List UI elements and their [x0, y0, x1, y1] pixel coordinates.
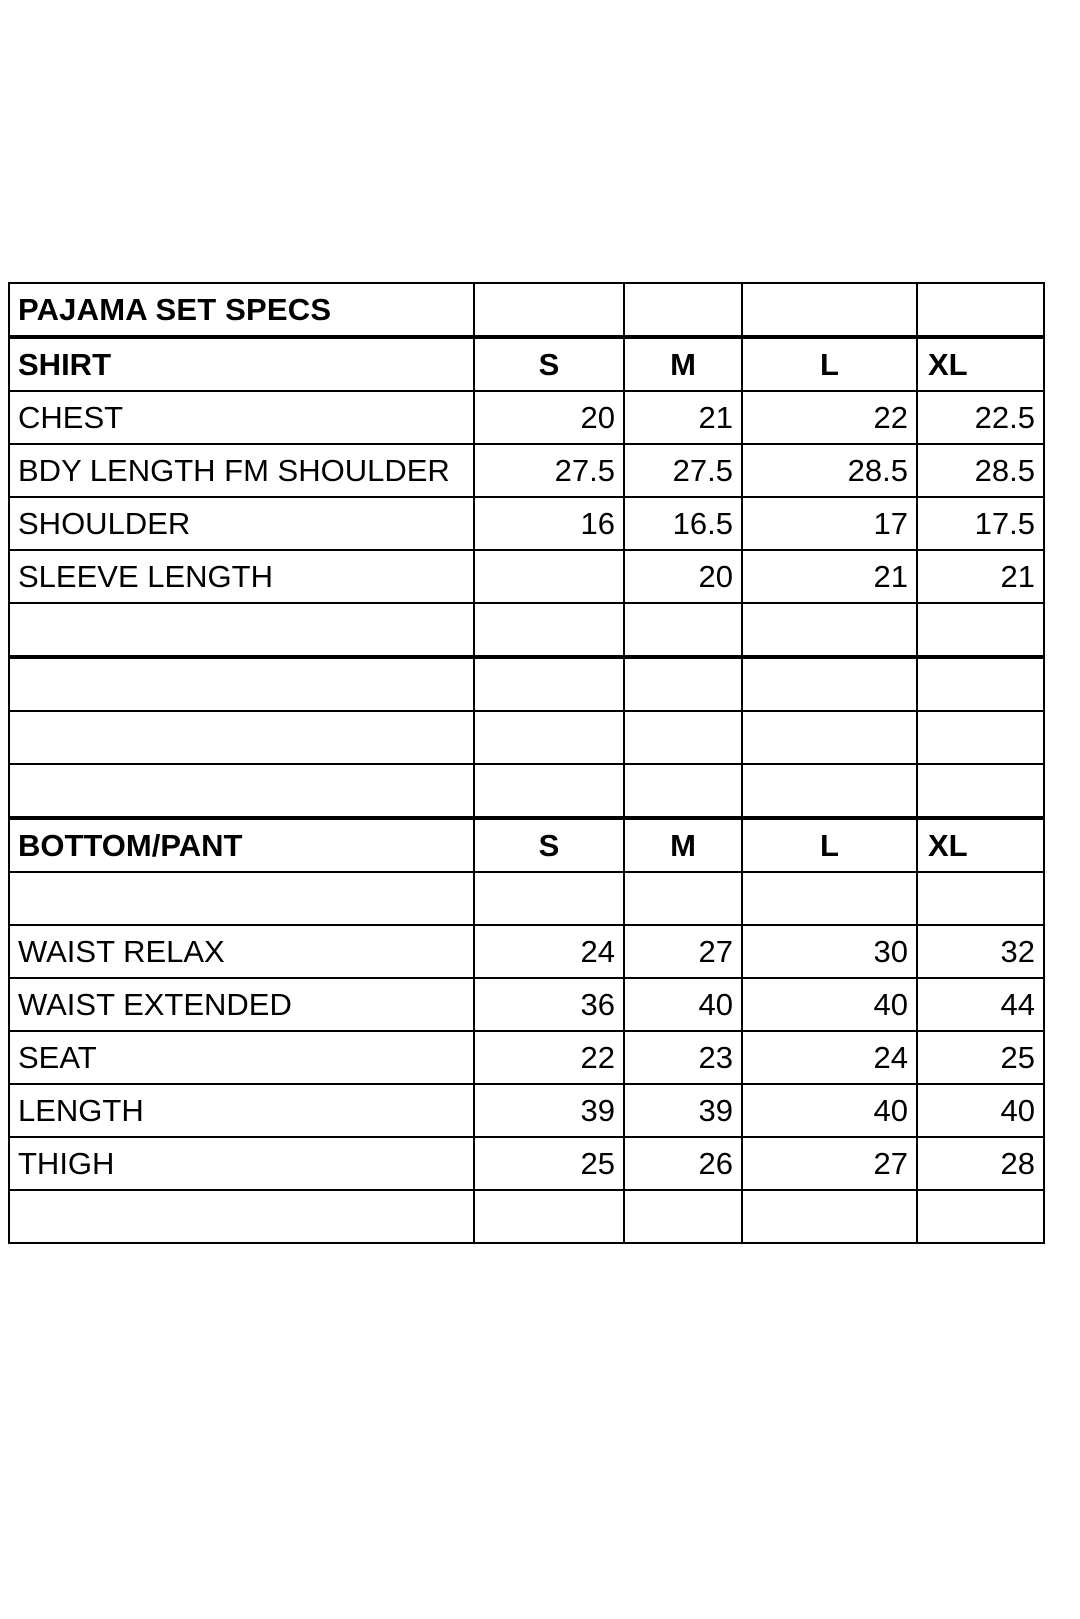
cell-length-l: 40: [742, 1084, 917, 1137]
title-blank-cell: [742, 283, 917, 336]
row-label-waist-extended: WAIST EXTENDED: [9, 978, 474, 1031]
size-header-xl: XL: [917, 338, 1044, 391]
size-header-m: M: [624, 338, 742, 391]
empty-cell: [742, 658, 917, 711]
title-table: [8, 282, 1045, 337]
table-row: [9, 391, 1044, 444]
cell-chest-s: 20: [474, 391, 624, 444]
row-label-waist-relax: WAIST RELAX: [9, 925, 474, 978]
row-label-chest: CHEST: [9, 391, 474, 444]
empty-cell: [474, 658, 624, 711]
cell-sleeve-length-xl: 21: [917, 550, 1044, 603]
title-blank-cell: [917, 283, 1044, 336]
page-title: PAJAMA SET SPECS: [9, 283, 474, 336]
cell-waist-relax-l: 30: [742, 925, 917, 978]
cell-seat-l: 24: [742, 1031, 917, 1084]
bottom-pant-table: [8, 818, 1045, 1244]
empty-cell: [742, 764, 917, 817]
cell-length-xl: 40: [917, 1084, 1044, 1137]
empty-cell: [9, 658, 474, 711]
empty-cell: [624, 603, 742, 656]
empty-cell: [917, 872, 1044, 925]
cell-shoulder-m: 16.5: [624, 497, 742, 550]
cell-chest-m: 21: [624, 391, 742, 444]
row-label-thigh: THIGH: [9, 1137, 474, 1190]
empty-cell: [742, 603, 917, 656]
cell-thigh-m: 26: [624, 1137, 742, 1190]
cell-chest-l: 22: [742, 391, 917, 444]
empty-cell: [624, 711, 742, 764]
row-label-shoulder: SHOULDER: [9, 497, 474, 550]
section-header-shirt: SHIRT: [9, 338, 474, 391]
cell-waist-extended-l: 40: [742, 978, 917, 1031]
cell-body-length-l: 28.5: [742, 444, 917, 497]
empty-cell: [9, 764, 474, 817]
empty-cell: [917, 603, 1044, 656]
row-label-sleeve-length: SLEEVE LENGTH: [9, 550, 474, 603]
cell-seat-m: 23: [624, 1031, 742, 1084]
table-row: [9, 1137, 1044, 1190]
empty-cell: [917, 1190, 1044, 1243]
cell-shoulder-s: 16: [474, 497, 624, 550]
cell-body-length-xl: 28.5: [917, 444, 1044, 497]
table-row: [9, 283, 1044, 336]
cell-sleeve-length-l: 21: [742, 550, 917, 603]
title-blank-cell: [474, 283, 624, 336]
size-header-l: L: [742, 338, 917, 391]
table-row-empty: [9, 872, 1044, 925]
cell-body-length-m: 27.5: [624, 444, 742, 497]
cell-thigh-s: 25: [474, 1137, 624, 1190]
cell-waist-relax-xl: 32: [917, 925, 1044, 978]
empty-cell: [917, 764, 1044, 817]
size-header-s: S: [474, 819, 624, 872]
cell-waist-extended-m: 40: [624, 978, 742, 1031]
table-row-empty: [9, 1190, 1044, 1243]
title-blank-cell: [624, 283, 742, 336]
table-row-empty: [9, 711, 1044, 764]
empty-cell: [624, 872, 742, 925]
table-row-empty: [9, 603, 1044, 656]
cell-length-m: 39: [624, 1084, 742, 1137]
empty-cell: [742, 1190, 917, 1243]
cell-waist-relax-m: 27: [624, 925, 742, 978]
cell-thigh-xl: 28: [917, 1137, 1044, 1190]
spec-sheet: [8, 282, 1043, 1244]
empty-cell: [624, 1190, 742, 1243]
empty-cell: [474, 872, 624, 925]
table-row: [9, 1084, 1044, 1137]
gap-grid: [8, 657, 1045, 818]
size-header-s: S: [474, 338, 624, 391]
cell-sleeve-length-m: 20: [624, 550, 742, 603]
empty-cell: [474, 1190, 624, 1243]
row-label-body-length: BDY LENGTH FM SHOULDER: [9, 444, 474, 497]
empty-cell: [742, 872, 917, 925]
empty-cell: [9, 711, 474, 764]
table-row: [9, 925, 1044, 978]
cell-shoulder-l: 17: [742, 497, 917, 550]
size-header-l: L: [742, 819, 917, 872]
size-header-m: M: [624, 819, 742, 872]
cell-chest-xl: 22.5: [917, 391, 1044, 444]
cell-seat-xl: 25: [917, 1031, 1044, 1084]
empty-cell: [624, 658, 742, 711]
row-label-seat: SEAT: [9, 1031, 474, 1084]
cell-waist-relax-s: 24: [474, 925, 624, 978]
table-row: [9, 550, 1044, 603]
cell-sleeve-length-s: [474, 550, 624, 603]
empty-cell: [917, 711, 1044, 764]
table-row: [9, 444, 1044, 497]
empty-cell: [9, 603, 474, 656]
cell-body-length-s: 27.5: [474, 444, 624, 497]
empty-cell: [474, 764, 624, 817]
empty-cell: [742, 711, 917, 764]
table-row: [9, 978, 1044, 1031]
empty-cell: [9, 872, 474, 925]
table-row: [9, 1031, 1044, 1084]
cell-thigh-l: 27: [742, 1137, 917, 1190]
table-row-empty: [9, 764, 1044, 817]
cell-shoulder-xl: 17.5: [917, 497, 1044, 550]
bottom-header-row: [9, 819, 1044, 872]
empty-cell: [9, 1190, 474, 1243]
empty-cell: [917, 658, 1044, 711]
table-row: [9, 497, 1044, 550]
cell-waist-extended-xl: 44: [917, 978, 1044, 1031]
cell-seat-s: 22: [474, 1031, 624, 1084]
shirt-table: [8, 337, 1045, 657]
size-header-xl: XL: [917, 819, 1044, 872]
section-header-bottom-pant: BOTTOM/PANT: [9, 819, 474, 872]
empty-cell: [624, 764, 742, 817]
empty-cell: [474, 711, 624, 764]
table-row-empty: [9, 658, 1044, 711]
cell-length-s: 39: [474, 1084, 624, 1137]
shirt-header-row: [9, 338, 1044, 391]
row-label-length: LENGTH: [9, 1084, 474, 1137]
empty-cell: [474, 603, 624, 656]
cell-waist-extended-s: 36: [474, 978, 624, 1031]
